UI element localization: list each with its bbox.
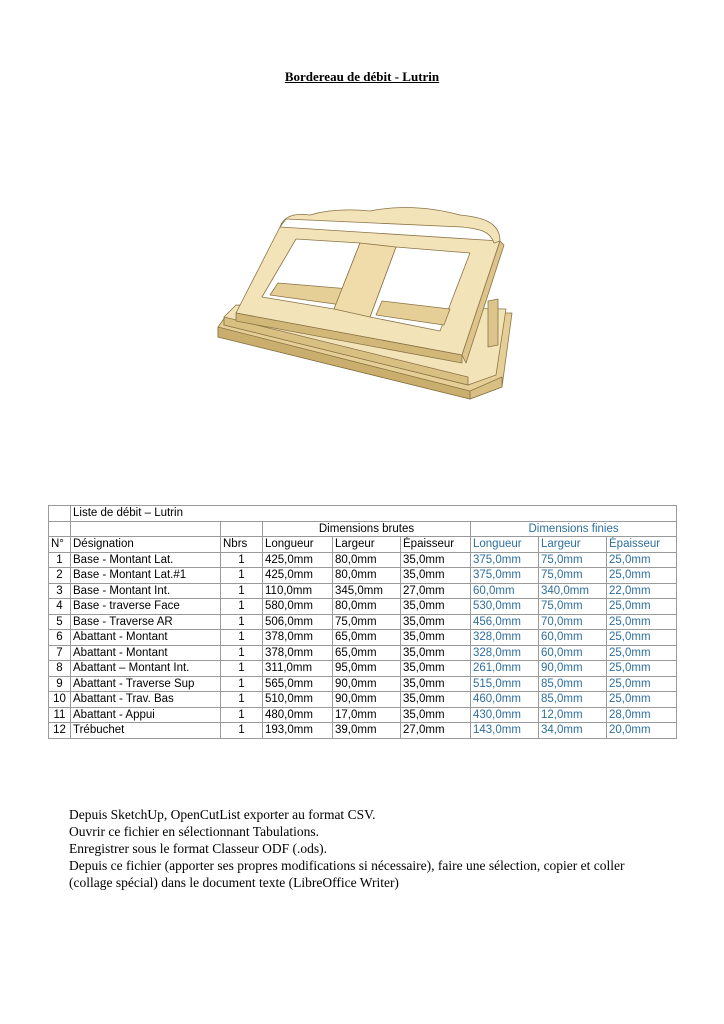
table-cell: 6 bbox=[49, 630, 71, 646]
table-cell: 5 bbox=[49, 614, 71, 630]
table-cell: 80,0mm bbox=[333, 599, 401, 615]
table-row bbox=[49, 630, 677, 646]
table-cell: 25,0mm bbox=[607, 568, 677, 584]
table-row bbox=[49, 645, 677, 661]
table-cell: 90,0mm bbox=[539, 661, 607, 677]
table-cell: 35,0mm bbox=[401, 614, 471, 630]
column-header: Largeur bbox=[333, 537, 401, 553]
table-cell: Abattant - Appui bbox=[71, 707, 221, 723]
table-cell: 1 bbox=[49, 552, 71, 568]
table-cell: 25,0mm bbox=[607, 599, 677, 615]
table-cell: Base - Traverse AR bbox=[71, 614, 221, 630]
table-cell: Abattant - Trav. Bas bbox=[71, 692, 221, 708]
table-cell: 75,0mm bbox=[333, 614, 401, 630]
table-cell: 60,0mm bbox=[539, 645, 607, 661]
table-cell: 193,0mm bbox=[263, 723, 333, 739]
table-cell: 1 bbox=[221, 707, 263, 723]
table-cell: 143,0mm bbox=[471, 723, 539, 739]
table-cell: 60,0mm bbox=[471, 583, 539, 599]
table-cell: 12 bbox=[49, 723, 71, 739]
table-cell: 90,0mm bbox=[333, 692, 401, 708]
column-header: Épaisseur bbox=[607, 537, 677, 553]
table-cell: 580,0mm bbox=[263, 599, 333, 615]
table-cell: 4 bbox=[49, 599, 71, 615]
table-cell: 25,0mm bbox=[607, 661, 677, 677]
table-row bbox=[49, 676, 677, 692]
table-cell: 1 bbox=[221, 552, 263, 568]
table-cell: 375,0mm bbox=[471, 568, 539, 584]
table-row bbox=[49, 552, 677, 568]
table-cell: 39,0mm bbox=[333, 723, 401, 739]
table-cell: 1 bbox=[221, 568, 263, 584]
column-header: Désignation bbox=[71, 537, 221, 553]
table-cell: Base - Montant Lat.#1 bbox=[71, 568, 221, 584]
table-cell: 25,0mm bbox=[607, 552, 677, 568]
table-cell: 80,0mm bbox=[333, 568, 401, 584]
table-cell: 328,0mm bbox=[471, 645, 539, 661]
table-cell: 311,0mm bbox=[263, 661, 333, 677]
table-cell: 1 bbox=[221, 583, 263, 599]
table-cell: 35,0mm bbox=[401, 568, 471, 584]
instructions-text bbox=[69, 806, 669, 891]
table-cell: 1 bbox=[221, 614, 263, 630]
table-cell: 1 bbox=[221, 599, 263, 615]
table-cell: 25,0mm bbox=[607, 692, 677, 708]
table-cell: 60,0mm bbox=[539, 630, 607, 646]
column-header: Épaisseur bbox=[401, 537, 471, 553]
table-cell: 261,0mm bbox=[471, 661, 539, 677]
table-cell: 11 bbox=[49, 707, 71, 723]
instruction-line: Depuis ce fichier (apporter ses propres modifications si nécessaire), faire une sélection, copier et coller (collage spécial) dans le document texte (LibreOffice Writer) bbox=[69, 858, 625, 890]
cut-list-table bbox=[48, 505, 677, 739]
table-cell: 340,0mm bbox=[539, 583, 607, 599]
table-cell: 35,0mm bbox=[401, 599, 471, 615]
table-group-row bbox=[49, 521, 677, 537]
table-cell: Base - Montant Lat. bbox=[71, 552, 221, 568]
table-cell: 35,0mm bbox=[401, 676, 471, 692]
table-cell: 8 bbox=[49, 661, 71, 677]
table-cell: 95,0mm bbox=[333, 661, 401, 677]
table-cell: 25,0mm bbox=[607, 645, 677, 661]
table-cell: 70,0mm bbox=[539, 614, 607, 630]
table-header-row bbox=[49, 537, 677, 553]
table-cell: 1 bbox=[221, 645, 263, 661]
table-cell: 65,0mm bbox=[333, 630, 401, 646]
table-cell: 80,0mm bbox=[333, 552, 401, 568]
table-cell: 328,0mm bbox=[471, 630, 539, 646]
table-cell: 506,0mm bbox=[263, 614, 333, 630]
table-row bbox=[49, 568, 677, 584]
table-cell: 3 bbox=[49, 583, 71, 599]
lutrin-illustration bbox=[200, 205, 520, 405]
instruction-line: Depuis SketchUp, OpenCutList exporter au format CSV. bbox=[69, 807, 376, 822]
table-row bbox=[49, 661, 677, 677]
table-cell: Base - Montant Int. bbox=[71, 583, 221, 599]
instruction-line: Enregistrer sous le format Classeur ODF (.ods). bbox=[69, 841, 327, 856]
table-row bbox=[49, 614, 677, 630]
table-cell: 430,0mm bbox=[471, 707, 539, 723]
table-row bbox=[49, 599, 677, 615]
table-cell: 2 bbox=[49, 568, 71, 584]
column-header: Longueur bbox=[471, 537, 539, 553]
table-cell: 25,0mm bbox=[607, 614, 677, 630]
table-cell: 22,0mm bbox=[607, 583, 677, 599]
group-header-finies: Dimensions finies bbox=[471, 521, 677, 537]
table-row bbox=[49, 707, 677, 723]
table-cell: 345,0mm bbox=[333, 583, 401, 599]
table-cell: 375,0mm bbox=[471, 552, 539, 568]
table-cell: Base - traverse Face bbox=[71, 599, 221, 615]
page-title: Bordereau de débit - Lutrin bbox=[284, 69, 440, 84]
table-cell: 34,0mm bbox=[539, 723, 607, 739]
table-cell: 456,0mm bbox=[471, 614, 539, 630]
column-header: Largeur bbox=[539, 537, 607, 553]
table-cell: 378,0mm bbox=[263, 630, 333, 646]
table-cell: 28,0mm bbox=[607, 707, 677, 723]
table-cell: 27,0mm bbox=[401, 583, 471, 599]
table-cell: 25,0mm bbox=[607, 676, 677, 692]
table-cell: 1 bbox=[221, 723, 263, 739]
table-cell: 35,0mm bbox=[401, 692, 471, 708]
table-row bbox=[49, 723, 677, 739]
table-caption-row bbox=[49, 506, 677, 522]
table-cell: 425,0mm bbox=[263, 552, 333, 568]
table-cell: 110,0mm bbox=[263, 583, 333, 599]
table-row bbox=[49, 583, 677, 599]
instruction-line: Ouvrir ce fichier en sélectionnant Tabulations. bbox=[69, 824, 319, 839]
table-cell: 65,0mm bbox=[333, 645, 401, 661]
table-cell: 10 bbox=[49, 692, 71, 708]
table-cell: 530,0mm bbox=[471, 599, 539, 615]
table-cell: 90,0mm bbox=[333, 676, 401, 692]
table-cell: 35,0mm bbox=[401, 707, 471, 723]
column-header: Nbrs bbox=[221, 537, 263, 553]
table-cell: 425,0mm bbox=[263, 568, 333, 584]
table-cell: 1 bbox=[221, 630, 263, 646]
table-cell: 1 bbox=[221, 692, 263, 708]
table-cell: 1 bbox=[221, 676, 263, 692]
table-cell: 35,0mm bbox=[401, 630, 471, 646]
table-cell: 75,0mm bbox=[539, 552, 607, 568]
table-cell: Abattant - Montant bbox=[71, 630, 221, 646]
table-cell: 480,0mm bbox=[263, 707, 333, 723]
column-header: Longueur bbox=[263, 537, 333, 553]
table-caption: Liste de débit – Lutrin bbox=[71, 506, 677, 522]
column-header: N° bbox=[49, 537, 71, 553]
table-cell: 25,0mm bbox=[607, 630, 677, 646]
table-cell: 35,0mm bbox=[401, 645, 471, 661]
table-cell: Trébuchet bbox=[71, 723, 221, 739]
table-cell: 510,0mm bbox=[263, 692, 333, 708]
group-header-brutes: Dimensions brutes bbox=[263, 521, 471, 537]
table-cell: 515,0mm bbox=[471, 676, 539, 692]
table-row bbox=[49, 692, 677, 708]
table-cell: 27,0mm bbox=[401, 723, 471, 739]
table-cell: Abattant - Traverse Sup bbox=[71, 676, 221, 692]
table-cell: 20,0mm bbox=[607, 723, 677, 739]
table-cell: 35,0mm bbox=[401, 661, 471, 677]
table-cell: 1 bbox=[221, 661, 263, 677]
table-cell: 9 bbox=[49, 676, 71, 692]
table-cell: Abattant – Montant Int. bbox=[71, 661, 221, 677]
table-cell: 7 bbox=[49, 645, 71, 661]
table-cell: 565,0mm bbox=[263, 676, 333, 692]
table-cell: 378,0mm bbox=[263, 645, 333, 661]
table-cell: 75,0mm bbox=[539, 599, 607, 615]
table-cell: 460,0mm bbox=[471, 692, 539, 708]
table-cell: 85,0mm bbox=[539, 676, 607, 692]
table-cell: 35,0mm bbox=[401, 552, 471, 568]
table-cell: 12,0mm bbox=[539, 707, 607, 723]
table-cell: 17,0mm bbox=[333, 707, 401, 723]
table-cell: Abattant - Montant bbox=[71, 645, 221, 661]
table-cell: 85,0mm bbox=[539, 692, 607, 708]
table-cell: 75,0mm bbox=[539, 568, 607, 584]
